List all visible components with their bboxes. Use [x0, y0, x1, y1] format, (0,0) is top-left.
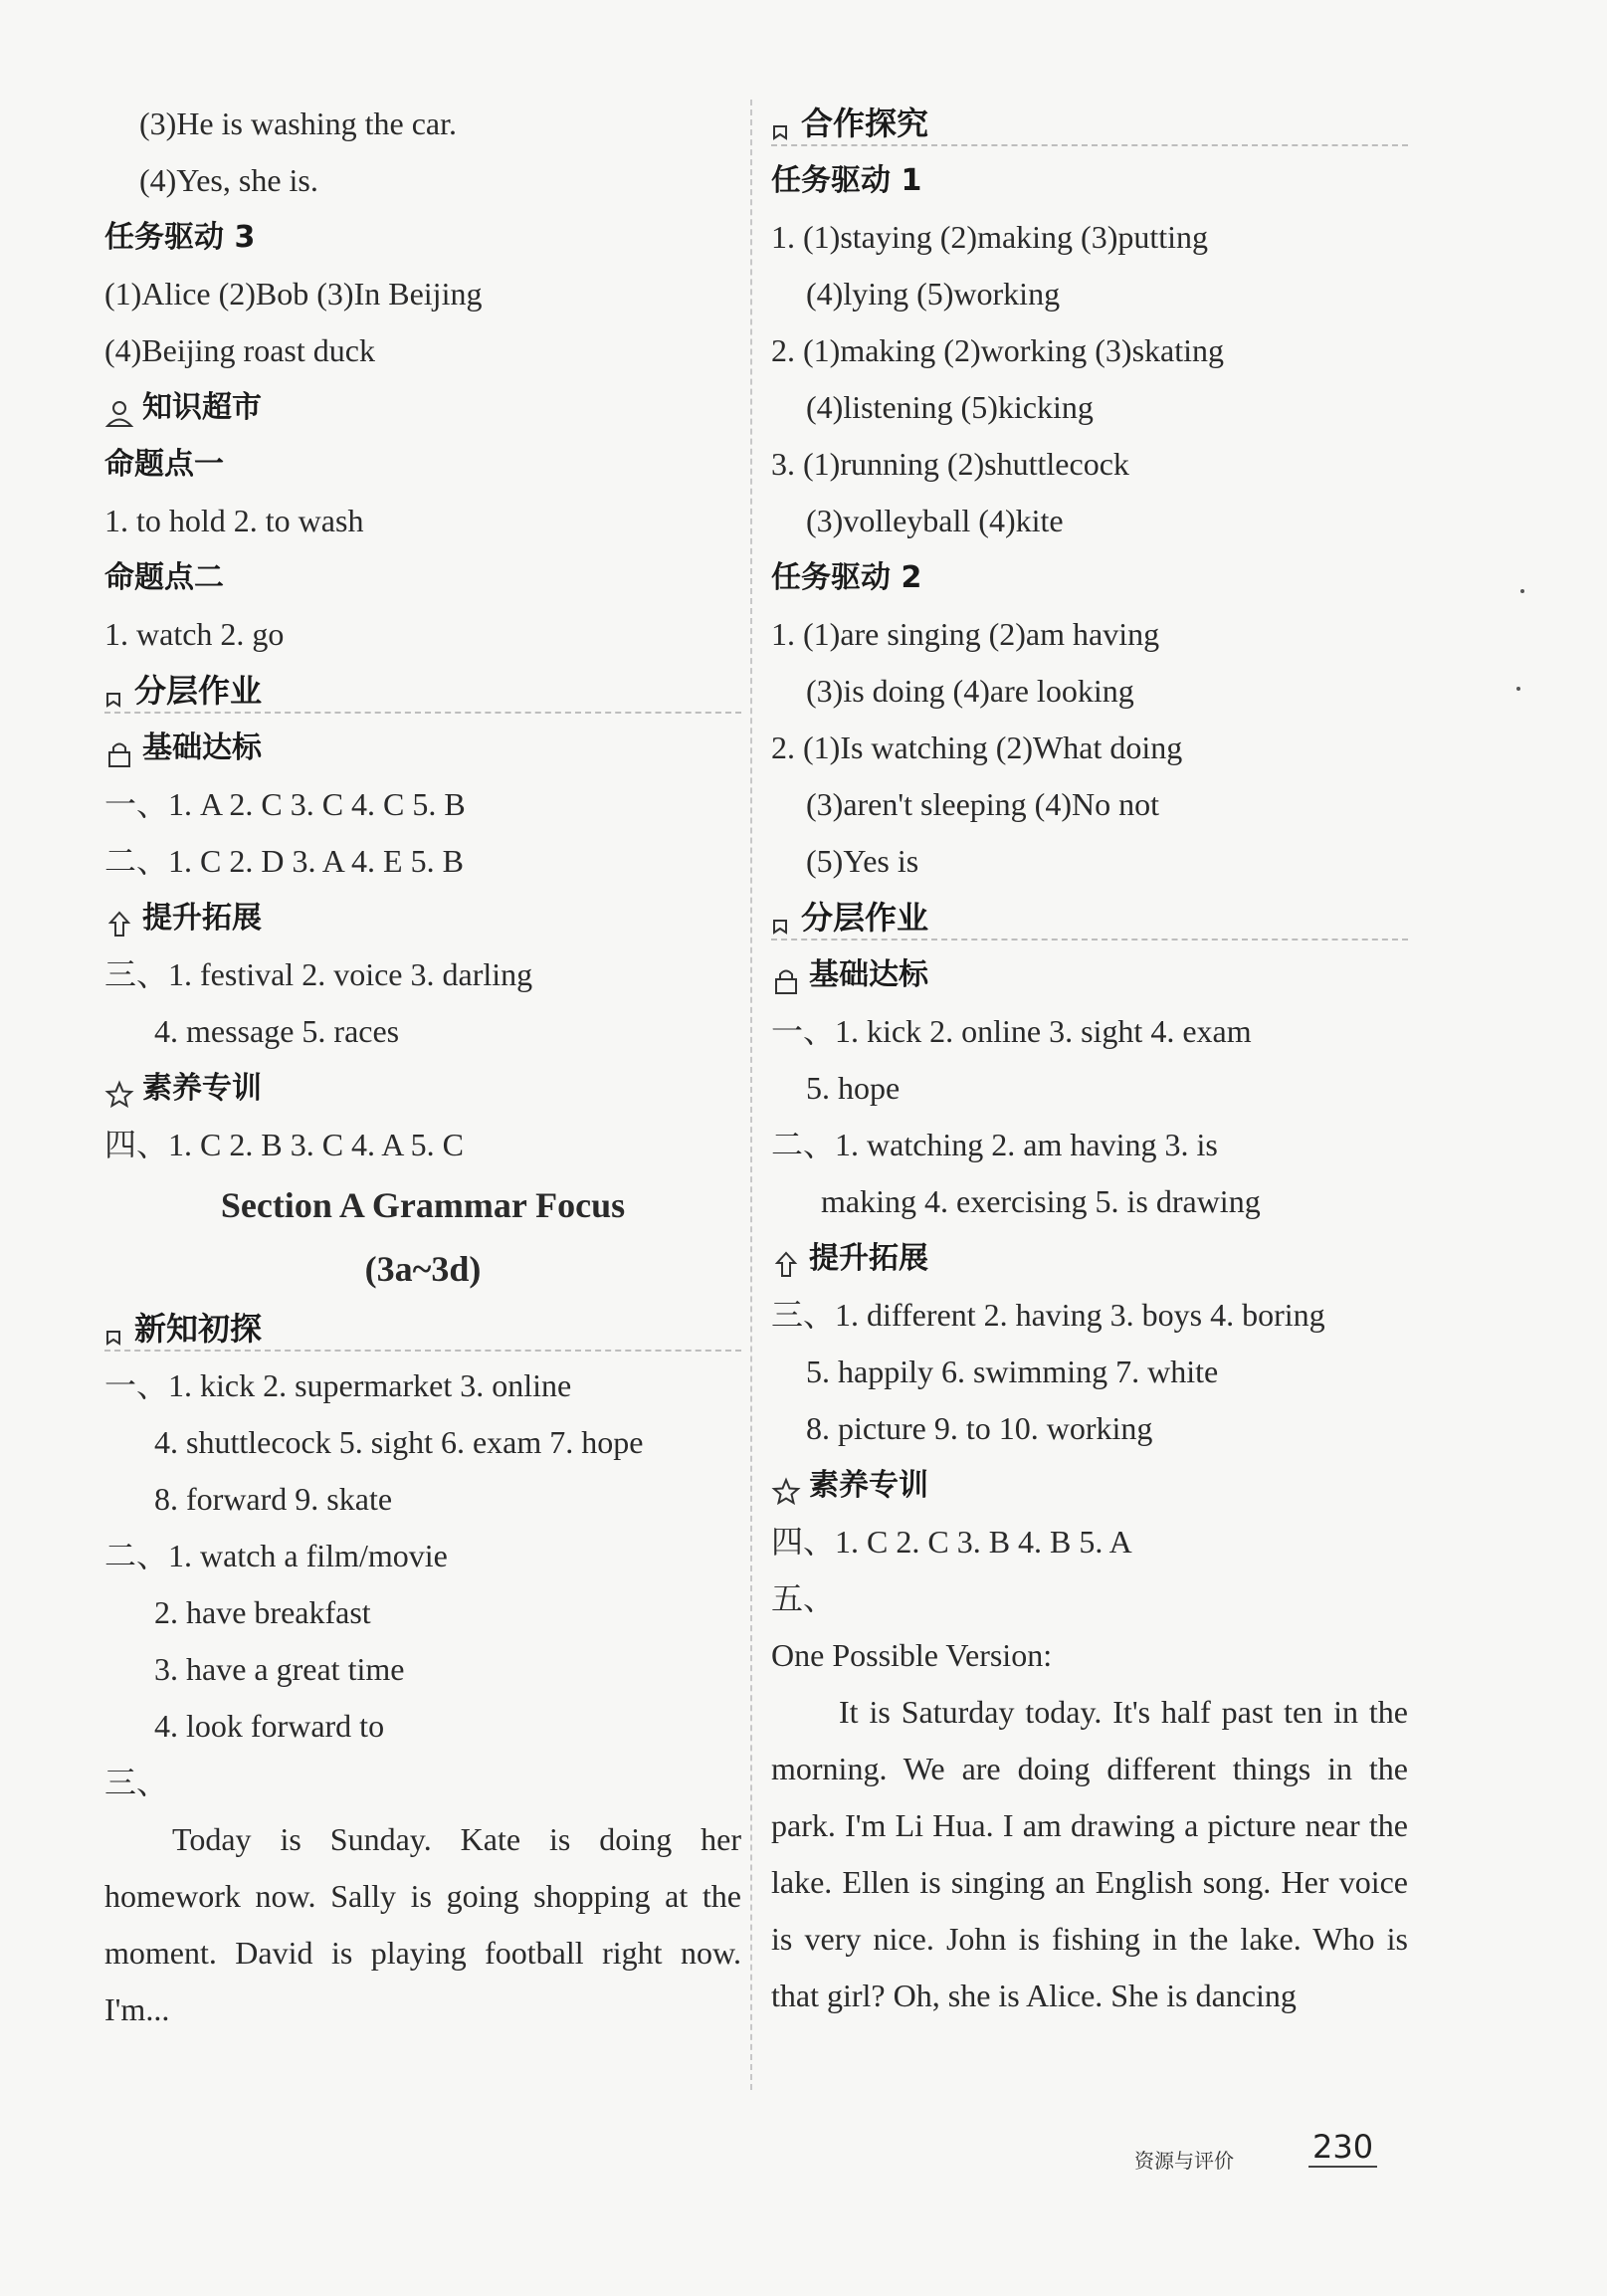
- subsection-heading-label: 提升拓展: [809, 1241, 928, 1276]
- answer-line: 5. happily 6. swimming 7. white: [806, 1354, 1219, 1389]
- answer-line: 8. picture 9. to 10. working: [806, 1410, 1153, 1446]
- answer-line: making 4. exercising 5. is drawing: [821, 1183, 1261, 1219]
- answer-line: 3. have a great time: [154, 1651, 405, 1687]
- answer-line: 三、1. different 2. having 3. boys 4. boring: [771, 1297, 1325, 1333]
- bookmark-icon: [104, 677, 126, 701]
- subsection-heading-jichu: [104, 720, 741, 776]
- dashed-rule: [104, 712, 741, 714]
- left-column: [104, 96, 741, 2038]
- subsection-heading-label: 素养专训: [142, 1071, 262, 1106]
- section-heading-label: 知识超市: [142, 390, 262, 425]
- column-divider: [750, 100, 752, 2090]
- subsection-heading-suyang: [104, 1060, 741, 1117]
- scan-speck: [1520, 589, 1524, 593]
- answer-line: (3)volleyball (4)kite: [806, 503, 1064, 538]
- person-icon: [104, 391, 134, 421]
- answer-line: (3)is doing (4)are looking: [806, 673, 1134, 709]
- answer-line: 一、1. kick 2. online 3. sight 4. exam: [771, 1013, 1252, 1049]
- answer-line: 二、1. watching 2. am having 3. is: [771, 1127, 1218, 1162]
- answer-line: 2. (1)Is watching (2)What doing: [771, 730, 1183, 765]
- answer-line: 1. (1)staying (2)making (3)putting: [771, 219, 1209, 255]
- essay-paragraph: [771, 1684, 1408, 2024]
- answer-line: 8. forward 9. skate: [154, 1481, 393, 1517]
- publisher-label: 资源与评价: [1134, 2149, 1234, 2173]
- lock-icon: [104, 731, 134, 761]
- bookmark-icon: [104, 1315, 126, 1339]
- answer-line: 5. hope: [806, 1070, 901, 1106]
- subsection-heading-label: 提升拓展: [142, 901, 262, 936]
- answer-line: 一、1. kick 2. supermarket 3. online: [104, 1367, 572, 1403]
- right-column: [771, 96, 1408, 2024]
- dashed-rule: [771, 939, 1408, 940]
- answer-line: 4. shuttlecock 5. sight 6. exam 7. hope: [154, 1424, 644, 1460]
- answer-line: 一、1. A 2. C 3. C 4. C 5. B: [104, 786, 466, 822]
- subsection-heading-suyang: [771, 1457, 1408, 1514]
- answer-line: (1)Alice (2)Bob (3)In Beijing: [104, 276, 483, 312]
- answer-line: 2. (1)making (2)working (3)skating: [771, 332, 1225, 368]
- answer-line: 四、1. C 2. C 3. B 4. B 5. A: [771, 1524, 1132, 1560]
- answer-line: 四、1. C 2. B 3. C 4. A 5. C: [104, 1127, 464, 1162]
- upgrade-arrow-icon: [104, 902, 134, 932]
- upgrade-arrow-icon: [771, 1242, 801, 1272]
- section-heading-zhishi: [104, 379, 741, 436]
- answer-line: (3)He is washing the car.: [139, 105, 458, 141]
- answer-line: 1. to hold 2. to wash: [104, 503, 364, 538]
- section-heading-label: 新知初探: [134, 1310, 263, 1348]
- answer-line: 三、1. festival 2. voice 3. darling: [104, 956, 533, 992]
- star-icon: [771, 1469, 801, 1499]
- answer-line: 1. watch 2. go: [104, 616, 285, 652]
- task-heading: 任务驱动 1: [771, 163, 922, 198]
- answer-line: 五、: [771, 1580, 836, 1616]
- task-heading: 任务驱动 2: [771, 560, 922, 595]
- subsection-heading-jichu: [771, 946, 1408, 1003]
- section-heading-fenceng: [771, 890, 1408, 946]
- paragraph-text: It is Saturday today. It's half past ten in the morning. We are doing different things in the park. I'm Li Hua. I am drawing a picture near the lake. Ellen is singing an English song. Her voice is very nice. John is fishing in the lake. Who is that girl? Oh, she is Alice. She is dancing: [771, 1694, 1408, 2013]
- answer-line: 4. look forward to: [154, 1708, 385, 1744]
- subsection-heading-tisheng: [104, 890, 741, 946]
- page-footer: [1134, 2123, 1393, 2183]
- answer-line: (3)aren't sleeping (4)No not: [806, 786, 1159, 822]
- answer-line: 三、: [104, 1765, 169, 1800]
- section-heading-label: 分层作业: [134, 672, 263, 710]
- answer-line: 1. (1)are singing (2)am having: [771, 616, 1160, 652]
- answer-line: (4)Yes, she is.: [139, 162, 318, 198]
- answer-line: 2. have breakfast: [154, 1594, 371, 1630]
- answer-line: 3. (1)running (2)shuttlecock: [771, 446, 1129, 482]
- scan-speck: [1516, 687, 1520, 691]
- section-heading-hezuo: [771, 96, 1408, 152]
- section-subtitle: (3a~3d): [364, 1249, 482, 1289]
- paragraph-text: Today is Sunday. Kate is doing her homework now. Sally is going shopping at the moment. David is playing football right now. I'm...: [104, 1821, 741, 2027]
- page-number: 230: [1308, 2128, 1377, 2168]
- subsection-heading-tisheng: [771, 1230, 1408, 1287]
- bookmark-icon: [771, 109, 793, 133]
- answer-line: 二、1. watch a film/movie: [104, 1538, 448, 1573]
- sample-paragraph: [104, 1811, 741, 2038]
- answer-line: 二、1. C 2. D 3. A 4. E 5. B: [104, 843, 464, 879]
- answer-line: (4)lying (5)working: [806, 276, 1061, 312]
- section-heading-label: 合作探究: [801, 104, 929, 142]
- section-heading-fenceng: [104, 663, 741, 720]
- dashed-rule: [104, 1350, 741, 1352]
- section-title: Section A Grammar Focus: [220, 1185, 626, 1225]
- answer-line: One Possible Version:: [771, 1637, 1053, 1673]
- section-heading-label: 分层作业: [801, 899, 929, 937]
- section-heading-xinzhi: [104, 1301, 741, 1357]
- answer-line: (4)Beijing roast duck: [104, 332, 375, 368]
- subsection-heading-label: 基础达标: [142, 731, 262, 765]
- subsection-heading-label: 基础达标: [809, 957, 928, 992]
- answer-line: 4. message 5. races: [154, 1013, 400, 1049]
- dashed-rule: [771, 144, 1408, 146]
- answer-line: (5)Yes is: [806, 843, 919, 879]
- answer-line: (4)listening (5)kicking: [806, 389, 1094, 425]
- subsection-heading-label: 素养专训: [809, 1468, 928, 1503]
- point-heading: 命题点一: [104, 447, 224, 482]
- lock-icon: [771, 958, 801, 988]
- task-heading: 任务驱动 3: [104, 220, 256, 255]
- point-heading: 命题点二: [104, 560, 224, 595]
- star-icon: [104, 1072, 134, 1102]
- bookmark-icon: [771, 904, 793, 928]
